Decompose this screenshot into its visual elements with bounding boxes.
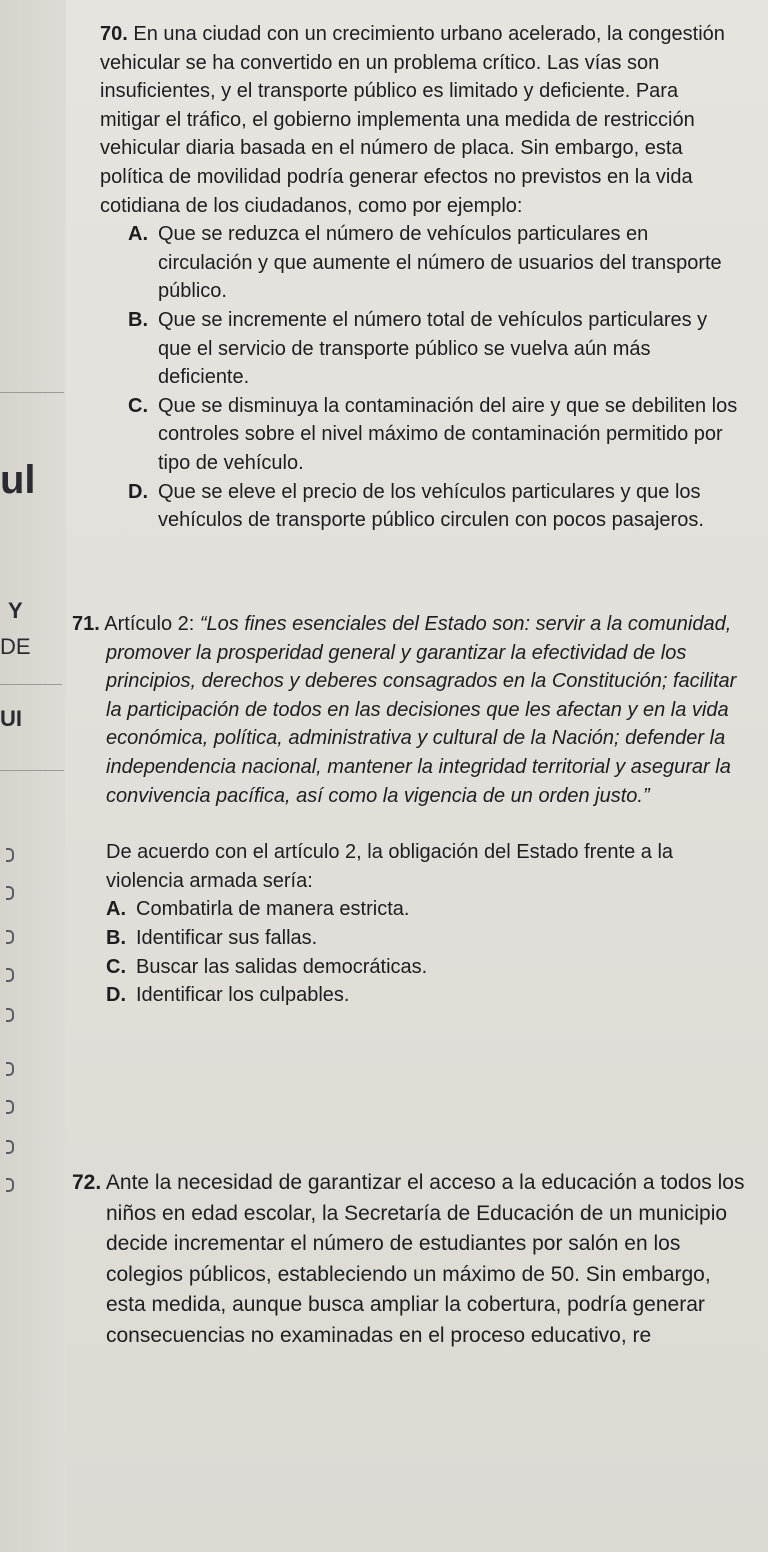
binding-ring-icon <box>6 886 14 900</box>
article-lead: Artículo 2: <box>104 613 195 635</box>
margin-fragment: UI <box>0 706 22 731</box>
binding-ring-icon <box>6 1178 14 1192</box>
question-prompt: De acuerdo con el artículo 2, la obligación del Estado frente a la violencia armada sería: <box>106 841 674 892</box>
option-b[interactable] <box>106 924 744 953</box>
binding-ring-icon <box>6 1100 14 1114</box>
margin-fragment: ul <box>0 458 36 502</box>
adjacent-page-strip <box>0 0 66 1552</box>
question-number: 71. <box>72 613 100 635</box>
question-stem: Ante la necesidad de garantizar el acceso a la educación a todos los niños en edad escolar, la Secretaría de Educación de un municipio decide incrementar el número de estudiantes por salón en los colegios públicos, estableciendo un máximo de 50. Sin embargo, esta medida, aunque busca ampliar la cobertura, podría generar consecuencias no examinadas en el proceso educativo, re <box>105 1171 745 1347</box>
option-a[interactable] <box>128 220 740 306</box>
option-c[interactable] <box>128 392 740 478</box>
binding-ring-icon <box>6 1062 14 1076</box>
binding-ring-icon <box>6 848 14 862</box>
option-letter: C. <box>128 394 148 417</box>
binding-ring-icon <box>6 968 14 982</box>
margin-fragment: Y <box>8 598 23 623</box>
binding-ring-icon <box>6 1140 14 1154</box>
binding-ring-icon <box>6 930 14 944</box>
option-a[interactable] <box>106 895 744 924</box>
question-stem: En una ciudad con un crecimiento urbano acelerado, la congestión vehicular se ha convertido en un problema crítico. Las vías son insuficientes, y el transporte público es limitado y deficiente. Para mitigar el tráfico, el gobierno implementa una medida de restricción vehicular diaria basada en el número de placa. Sin embargo, esta política de movilidad podría generar efectos no previstos en la vida cotidiana de los ciudadanos, como por ejemplo: <box>100 23 725 217</box>
option-text: Que se eleve el precio de los vehículos particulares y que los vehículos de transporte público circulen con pocos pasajeros. <box>158 480 704 532</box>
option-text: Que se reduzca el número de vehículos particulares en circulación y que aumente el número de usuarios del transporte público. <box>158 223 722 303</box>
option-c[interactable] <box>106 953 744 982</box>
option-text: Buscar las salidas democráticas. <box>136 955 428 978</box>
option-text: Combatirla de manera estricta. <box>136 898 410 921</box>
question-72 <box>72 1168 748 1351</box>
option-letter: C. <box>106 955 126 978</box>
option-letter: A. <box>106 898 126 921</box>
margin-rule <box>0 770 64 771</box>
question-70 <box>100 20 740 535</box>
option-letter: B. <box>128 308 148 331</box>
option-letter: B. <box>106 926 126 949</box>
option-letter: A. <box>128 223 148 246</box>
option-text: Identificar los culpables. <box>136 984 350 1007</box>
option-text: Que se disminuya la contaminación del aire y que se debiliten los controles sobre el nivel máximo de contaminación permitido por tipo de vehículo. <box>158 394 738 474</box>
binding-ring-icon <box>6 1008 14 1022</box>
margin-rule <box>0 392 64 393</box>
option-d[interactable] <box>128 478 740 535</box>
option-text: Identificar sus fallas. <box>136 926 318 949</box>
question-71 <box>72 610 744 1010</box>
article-quote: “Los fines esenciales del Estado son: servir a la comunidad, promover la prosperidad general y garantizar la efectividad de los principios, derechos y deberes consagrados en la Constitución; facilitar la participación de todos en las decisiones que les afectan y en la vida económica, política, administrativa y cultural de la Nación; defender la independencia nacional, mantener la integridad territorial y asegurar la convivencia pacífica, así como la vigencia de un orden justo.” <box>106 613 737 807</box>
option-letter: D. <box>106 984 126 1007</box>
option-d[interactable] <box>106 981 744 1010</box>
option-text: Que se incremente el número total de vehículos particulares y que el servicio de transporte público se vuelva aún más deficiente. <box>158 308 708 389</box>
margin-rule <box>0 684 62 685</box>
option-b[interactable] <box>128 306 740 392</box>
margin-fragment: DE <box>0 634 31 659</box>
question-number: 72. <box>72 1171 102 1194</box>
question-number: 70. <box>100 23 128 45</box>
option-letter: D. <box>128 480 148 503</box>
